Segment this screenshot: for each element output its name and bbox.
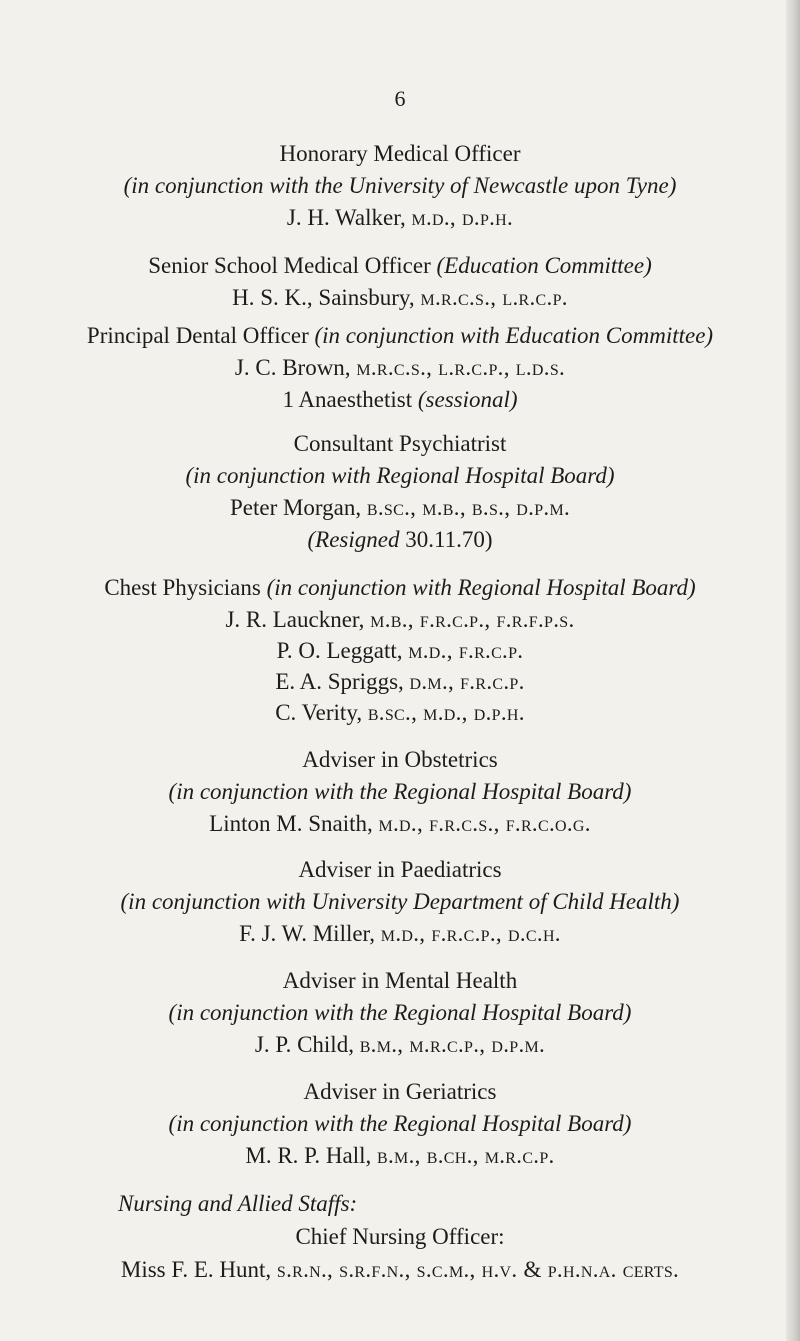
- section-title: Adviser in Geriatrics: [303, 1079, 497, 1104]
- person-name: E. A. Spriggs,: [275, 669, 404, 694]
- person-name: H. S. K., Sainsbury,: [232, 285, 415, 310]
- section-title: Chest Physicians (in conjunction with Regional Hospital Board): [104, 575, 696, 600]
- person-name: J. C. Brown,: [234, 355, 351, 380]
- person-qualifications: m.r.c.s., l.r.c.p., l.d.s.: [356, 355, 566, 380]
- person-line: [0, 1031, 800, 1059]
- person-line: [0, 668, 800, 696]
- section-title: Adviser in Mental Health: [282, 968, 518, 993]
- person-line: [0, 354, 800, 382]
- page-number: 6: [394, 86, 406, 111]
- anaesthetist-line: 1 Anaesthetist (sessional): [282, 387, 518, 412]
- section-title: Consultant Psychiatrist: [293, 431, 507, 456]
- person-line: [0, 494, 800, 522]
- section-title: Honorary Medical Officer: [279, 141, 521, 166]
- person-qualifications: s.r.n., s.r.f.n., s.c.m., h.v. & p.h.n.a. certs.: [276, 1257, 680, 1282]
- person-line: [0, 284, 800, 312]
- person-line: [0, 637, 800, 665]
- section-title: Principal Dental Officer (in conjunction with Education Committee): [86, 323, 714, 348]
- person-line: [0, 699, 800, 727]
- person-qualifications: b.m., m.r.c.p., d.p.m.: [359, 1032, 546, 1057]
- person-qualifications: m.r.c.s., l.r.c.p.: [420, 285, 568, 310]
- person-qualifications: m.b., f.r.c.p., f.r.f.p.s.: [370, 607, 575, 632]
- nursing-person-line: [0, 1256, 800, 1284]
- section-note: (in conjunction with the Regional Hospital Board): [168, 1000, 632, 1025]
- person-name: Miss F. E. Hunt,: [120, 1257, 272, 1282]
- person-qualifications: m.d., f.r.c.s., f.r.c.o.g.: [378, 811, 591, 836]
- section-note: (in conjunction with the Regional Hospital Board): [168, 1111, 632, 1136]
- person-qualifications: b.sc., m.b., b.s., d.p.m.: [366, 495, 571, 520]
- person-name: F. J. W. Miller,: [239, 921, 376, 946]
- person-name: J. R. Lauckner,: [225, 607, 365, 632]
- person-name: Linton M. Snaith,: [209, 811, 373, 836]
- section-note: (in conjunction with Regional Hospital Board): [185, 463, 615, 488]
- person-qualifications: d.m., f.r.c.p.: [409, 669, 525, 694]
- resigned-note: (Resigned 30.11.70): [307, 527, 493, 552]
- nursing-title: Chief Nursing Officer:: [295, 1224, 505, 1249]
- person-name: J. P. Child,: [254, 1032, 354, 1057]
- section-note: (in conjunction with the Regional Hospital Board): [168, 779, 632, 804]
- person-qualifications: m.d., f.r.c.p., d.c.h.: [380, 921, 561, 946]
- section-note: (in conjunction with the University of Newcastle upon Tyne): [123, 173, 677, 198]
- nursing-heading: Nursing and Allied Staffs:: [118, 1191, 358, 1216]
- person-qualifications: m.d., d.p.h.: [411, 205, 514, 230]
- person-line: [0, 810, 800, 838]
- person-name: Peter Morgan,: [229, 495, 362, 520]
- person-line: [0, 1142, 800, 1170]
- person-name: C. Verity,: [275, 700, 363, 725]
- section-note: (in conjunction with University Department of Child Health): [120, 889, 680, 914]
- person-line: [0, 204, 800, 232]
- section-title: Adviser in Obstetrics: [302, 747, 498, 772]
- person-qualifications: b.sc., m.d., d.p.h.: [367, 700, 525, 725]
- section-title: Senior School Medical Officer (Education Committee): [148, 253, 652, 278]
- person-name: J. H. Walker,: [286, 205, 406, 230]
- person-qualifications: b.m., b.ch., m.r.c.p.: [377, 1143, 555, 1168]
- person-line: [0, 920, 800, 948]
- person-line: [0, 606, 800, 634]
- person-name: P. O. Leggatt,: [276, 638, 403, 663]
- person-qualifications: m.d., f.r.c.p.: [408, 638, 524, 663]
- person-name: M. R. P. Hall,: [245, 1143, 372, 1168]
- section-title: Adviser in Paediatrics: [298, 857, 502, 882]
